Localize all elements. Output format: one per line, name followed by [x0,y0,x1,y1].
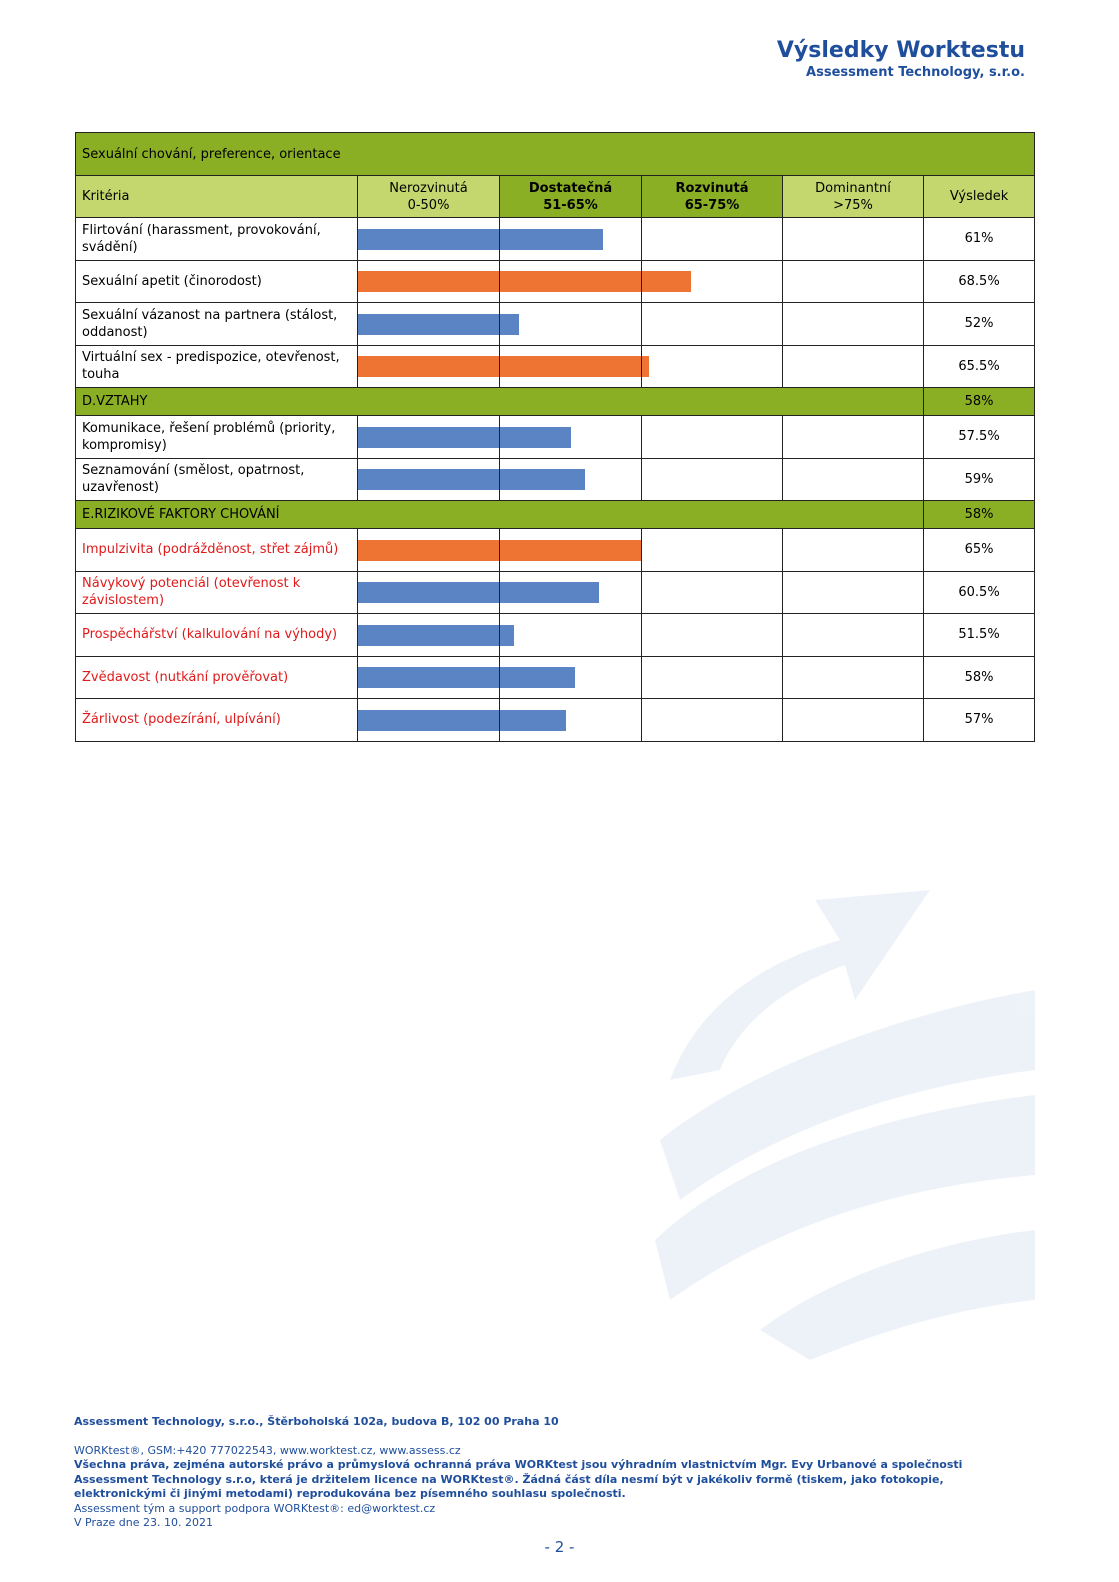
score-bar-segment [642,356,649,377]
col-criteria: Kritéria [76,176,358,218]
criterion-label: Prospěchářství (kalkulování na výhody) [76,614,358,657]
level-cell-4 [783,571,924,614]
score-bar-segment [358,229,499,250]
score-bar-segment [500,540,641,561]
level-cell-2 [500,699,642,742]
logo-watermark [640,880,1040,1380]
level-cell-2 [500,303,642,346]
level-cell-2 [500,458,642,501]
group-label: D.VZTAHY [76,388,924,416]
result-value: 57.5% [924,416,1035,459]
table-row [76,458,1035,501]
column-header-row [76,176,1035,218]
result-value: 68.5% [924,260,1035,303]
score-bar-segment [500,427,571,448]
score-bar-segment [500,625,514,646]
footer-contact: WORKtest®, GSM:+420 777022543, www.worktest.cz, www.assess.cz [74,1443,461,1457]
level-cell-1 [358,529,500,572]
score-bar-segment [500,667,575,688]
level-cell-1 [358,458,500,501]
col-result: Výsledek [924,176,1035,218]
level-cell-2 [500,571,642,614]
level-cell-3 [642,416,783,459]
result-value: 65.5% [924,345,1035,388]
criterion-label: Seznamování (smělost, opatrnost, uzavřenost) [76,458,358,501]
score-bar-segment [500,314,519,335]
result-value: 59% [924,458,1035,501]
table-row [76,260,1035,303]
result-value: 60.5% [924,571,1035,614]
results-table [75,132,1035,742]
level-cell-4 [783,614,924,657]
level-cell-4 [783,458,924,501]
criterion-label: Komunikace, řešení problémů (priority, kompromisy) [76,416,358,459]
col-level-1: Nerozvinutá 0-50% [358,176,500,218]
score-bar-segment [500,582,599,603]
score-bar-segment [358,667,499,688]
criterion-label: Sexuální apetit (činorodost) [76,260,358,303]
report-header [777,38,1025,80]
score-bar-segment [358,540,499,561]
section-title-row [76,133,1035,176]
group-row [76,501,1035,529]
level-cell-1 [358,656,500,699]
col-level-2: Dostatečná 51-65% [500,176,642,218]
result-value: 61% [924,218,1035,261]
score-bar-segment [358,427,499,448]
score-bar-segment [500,229,603,250]
col-level-4: Dominantní >75% [783,176,924,218]
table-row [76,529,1035,572]
level-cell-3 [642,529,783,572]
level-cell-3 [642,458,783,501]
criterion-label: Návykový potenciál (otevřenost k závislostem) [76,571,358,614]
level-cell-3 [642,345,783,388]
score-bar-segment [500,356,641,377]
level-cell-2 [500,345,642,388]
level-cell-1 [358,699,500,742]
level-cell-1 [358,218,500,261]
result-value: 51.5% [924,614,1035,657]
level-cell-1 [358,345,500,388]
table-row [76,345,1035,388]
level-cell-3 [642,303,783,346]
level-cell-2 [500,416,642,459]
level-cell-2 [500,260,642,303]
report-title: Výsledky Worktestu [776,38,1025,63]
criterion-label: Impulzivita (podrážděnost, střet zájmů) [76,529,358,572]
group-row [76,388,1035,416]
level-cell-1 [358,614,500,657]
level-cell-3 [642,614,783,657]
score-bar-segment [358,582,499,603]
level-cell-1 [358,416,500,459]
score-bar-segment [358,469,499,490]
company-name: Assessment Technology, s.r.o. [806,65,1025,80]
table-row [76,699,1035,742]
level-cell-4 [783,529,924,572]
level-cell-4 [783,218,924,261]
score-bar-segment [500,710,566,731]
score-bar-segment [358,356,499,377]
level-cell-2 [500,614,642,657]
table-row [76,656,1035,699]
level-cell-4 [783,699,924,742]
col-level-3: Rozvinutá 65-75% [642,176,783,218]
level-cell-3 [642,699,783,742]
page-number: - 2 - [544,1538,575,1556]
score-bar-segment [500,469,585,490]
level-cell-2 [500,529,642,572]
score-bar-segment [500,271,641,292]
result-value: 65% [924,529,1035,572]
criterion-label: Virtuální sex - predispozice, otevřenost, touha [76,345,358,388]
footer-address: Assessment Technology, s.r.o., Štěrboholská 102a, budova B, 102 00 Praha 10 [74,1415,559,1428]
group-result: 58% [924,388,1035,416]
table-row [76,416,1035,459]
group-label: E.RIZIKOVÉ FAKTORY CHOVÁNÍ [76,501,924,529]
level-cell-4 [783,656,924,699]
level-cell-1 [358,303,500,346]
table-row [76,614,1035,657]
footer-date: V Praze dne 23. 10. 2021 [74,1516,213,1529]
score-bar-segment [358,271,499,292]
table-row [76,571,1035,614]
level-cell-3 [642,260,783,303]
level-cell-2 [500,656,642,699]
score-bar-segment [358,625,499,646]
group-result: 58% [924,501,1035,529]
footer-support: Assessment tým a support podpora WORKtest®: ed@worktest.cz [74,1501,436,1515]
section-title: Sexuální chování, preference, orientace [76,133,1035,176]
level-cell-3 [642,656,783,699]
criterion-label: Sexuální vázanost na partnera (stálost, oddanost) [76,303,358,346]
level-cell-4 [783,260,924,303]
level-cell-3 [642,218,783,261]
criterion-label: Žárlivost (podezírání, ulpívání) [76,699,358,742]
result-value: 58% [924,656,1035,699]
result-value: 52% [924,303,1035,346]
result-value: 57% [924,699,1035,742]
level-cell-4 [783,416,924,459]
level-cell-4 [783,345,924,388]
criterion-label: Flirtování (harassment, provokování, svádění) [76,218,358,261]
level-cell-1 [358,260,500,303]
score-bar-segment [642,271,691,292]
level-cell-4 [783,303,924,346]
table-row [76,303,1035,346]
level-cell-2 [500,218,642,261]
level-cell-1 [358,571,500,614]
criterion-label: Zvědavost (nutkání prověřovat) [76,656,358,699]
footer [74,1415,1034,1531]
footer-rights: Všechna práva, zejména autorské právo a průmyslová ochranná práva WORKtest jsou výhradním vlastnictvím Mgr. Evy Urbanové a společnosti Assessment Technology s.r.o, která je držitelem licence na WORKtest®. Žádná část díla nesmí být v jakékoliv formě (tiskem, jako fotokopie, elektronickými či jinými metodami) reprodukována bez písemného souhlasu společnosti. [74,1458,963,1500]
score-bar-segment [358,314,499,335]
score-bar-segment [358,710,499,731]
table-row [76,218,1035,261]
level-cell-3 [642,571,783,614]
